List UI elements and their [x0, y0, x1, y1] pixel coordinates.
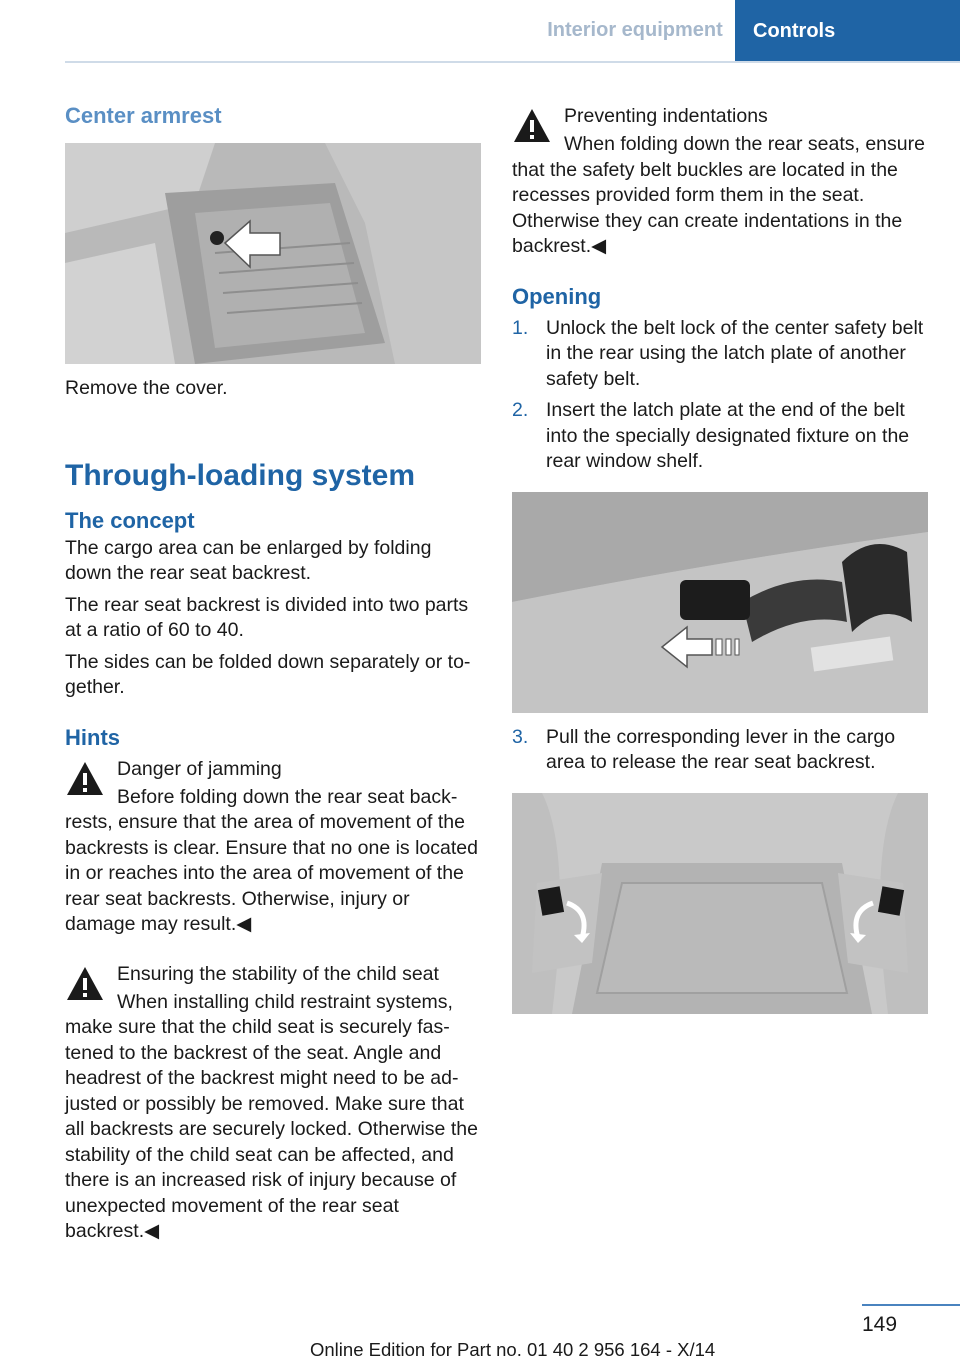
opening-heading: Opening — [512, 283, 602, 309]
belt-fixture-illustration — [512, 492, 928, 713]
warning-indentations — [512, 100, 928, 260]
step-item — [512, 725, 928, 776]
armrest-illustration — [65, 143, 481, 364]
warning-body: When installing child restraint systems, make sure that the child seat is securely fastened to the backrest of the seat. Angle and headrest of the backrest might need to be adjusted or possibly be removed. Make sure that all backrests are securely locked. Otherwise the stability of the child seat can be affected, and there is an increased risk of injury because of unexpected movement of the rear seat backrest.◀ — [65, 990, 478, 1242]
page-number: 149 — [862, 1313, 898, 1336]
warning-body: When folding down the rear seats, ensure that the safety belt buckles are located in the recesses provided form them in the seat. Otherwise they can create indentations in the backrest.◀ — [512, 133, 925, 257]
warning-jamming — [65, 753, 481, 938]
concept-paragraph-1: The cargo area can be enlarged by folding down the rear seat backrest. — [65, 536, 432, 584]
step-item — [512, 316, 928, 393]
concept-heading: The concept — [65, 507, 195, 533]
header-chapter-tab: Controls — [735, 0, 960, 63]
warning-body: Before folding down the rear seat backrests, ensure that the area of movement of the backrests is clear. Ensure that no one is located in or reaches into the area of movement of the rear seat backrests. Otherwise, injury or damage may result.◀ — [65, 785, 478, 935]
step-number: 3. — [512, 725, 529, 748]
step-number: 2. — [512, 399, 529, 421]
cargo-area-photo — [512, 793, 928, 1014]
step-text: Unlock the belt lock of the center safety belt in the rear using the latch plate of another safety belt. — [546, 316, 924, 390]
hints-heading: Hints — [65, 724, 120, 750]
belt-fixture-photo — [512, 492, 928, 713]
left-column — [65, 100, 481, 1245]
through-loading-heading: Through-loading system — [65, 458, 416, 492]
cargo-area-illustration — [512, 793, 928, 1014]
step-text: Insert the latch plate at the end of the belt into the specially designated fixture on the rear window shelf. — [546, 399, 910, 472]
warning-icon — [65, 964, 105, 1004]
concept-paragraph-2: The rear seat backrest is divided into two parts at a ratio of 60 to 40. — [65, 593, 469, 641]
remove-cover-text: Remove the cover. — [65, 377, 228, 399]
armrest-photo — [65, 143, 481, 364]
footer-rule — [862, 1304, 960, 1306]
warning-icon — [512, 106, 552, 146]
right-column — [512, 100, 928, 1014]
header-rule — [65, 61, 960, 63]
warning-title: Ensuring the stability of the child seat — [117, 962, 439, 985]
warning-child-seat — [65, 958, 481, 1245]
center-armrest-heading: Center armrest — [65, 103, 222, 128]
header-section-tab: Interior equipment — [547, 19, 723, 41]
step-number: 1. — [512, 316, 529, 339]
warning-title: Preventing indentations — [564, 105, 768, 127]
step-item — [512, 398, 928, 475]
edition-text: Online Edition for Part no. 01 40 2 956 164 - X/14 — [310, 1339, 716, 1360]
concept-paragraph-3: The sides can be folded down separately or together. — [65, 650, 471, 698]
warning-icon — [65, 759, 105, 799]
step-text: Pull the corresponding lever in the cargo area to release the rear seat backrest. — [546, 725, 896, 773]
warning-title: Danger of jamming — [117, 757, 282, 780]
